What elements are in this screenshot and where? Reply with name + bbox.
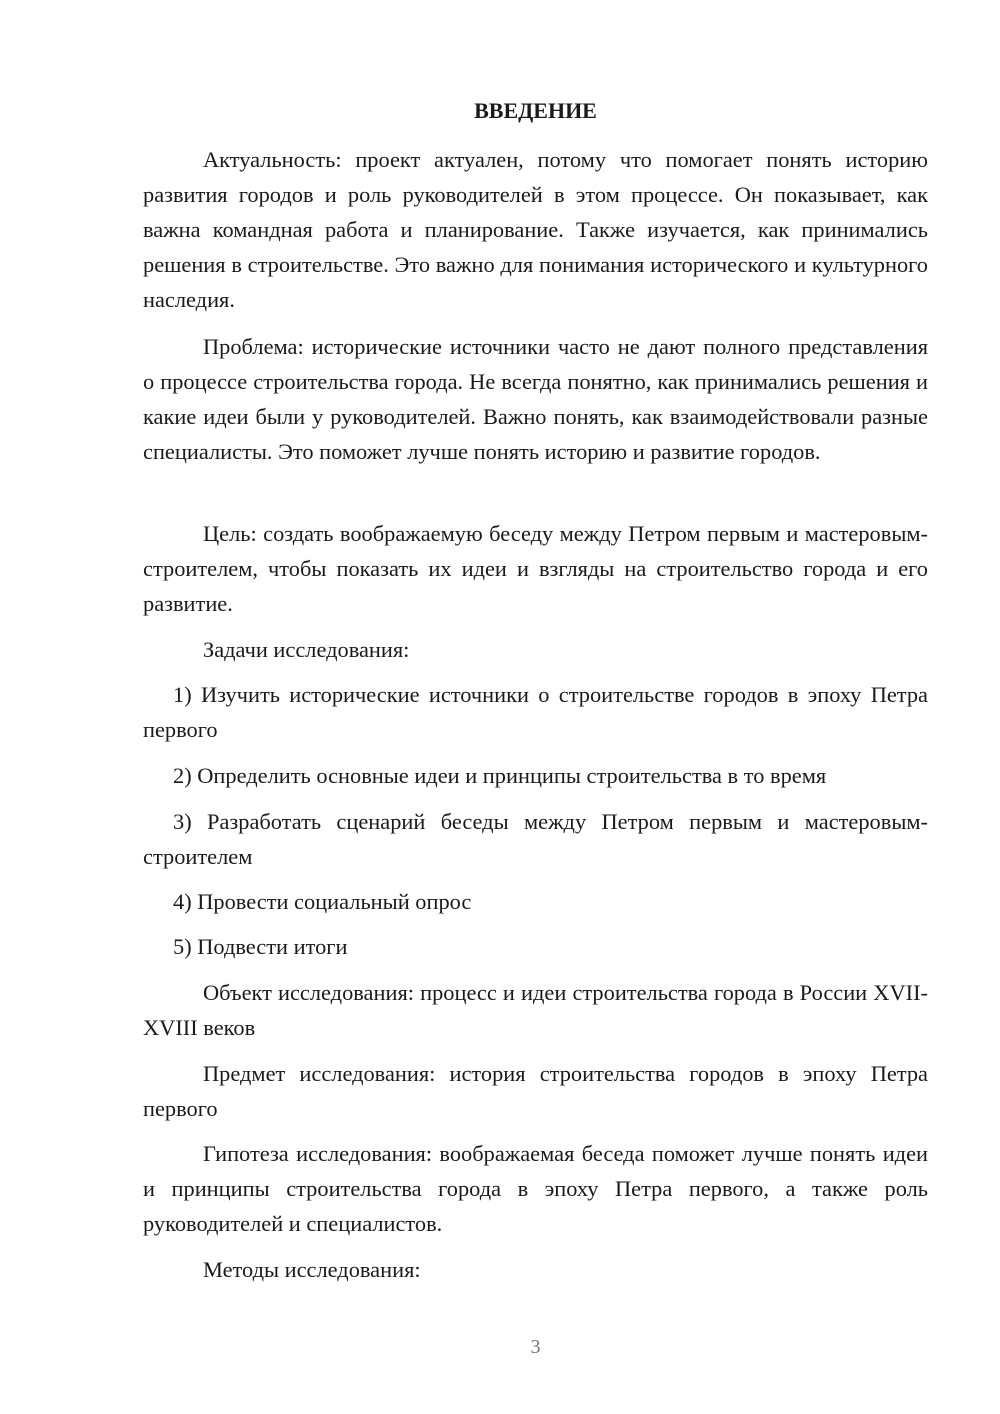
list-item-task-4: 4) Провести социальный опрос [173, 889, 472, 914]
section-heading: ВВЕДЕНИЕ [474, 98, 597, 123]
page-number: 3 [530, 1336, 541, 1358]
list-item-task-5: 5) Подвести итоги [173, 934, 348, 959]
paragraph-goal: Цель: создать воображаемую беседу между Петром первым и мастеровым-строителем, чтобы показать их идеи и взгляды на строительство города и его развитие. [143, 521, 928, 616]
paragraph-object: Объект исследования: процесс и идеи строительства города в России XVII-XVIII веков [143, 980, 928, 1040]
paragraph-methods: Методы исследования: [203, 1257, 421, 1282]
paragraph-relevance: Актуальность: проект актуален, потому что помогает понять историю развития городов и роль руководителей в этом процессе. Он показывает, как важна командная работа и планирование. Также изучается, как принимались решения в строительстве. Это важно для понимания исторического и культурного наследия. [143, 147, 928, 312]
paragraph-tasks-heading: Задачи исследования: [203, 637, 410, 662]
list-item-task-2: 2) Определить основные идеи и принципы строительства в то время [173, 763, 827, 788]
list-item-task-3: 3) Разработать сценарий беседы между Петром первым и мастеровым-строителем [143, 809, 928, 869]
paragraph-problem: Проблема: исторические источники часто не дают полного представления о процессе строительства города. Не всегда понятно, как принимались решения и какие идеи были у руководителей. Важно понять, как взаимодействовали разные специалисты. Это поможет лучше понять историю и развитие городов. [143, 334, 928, 464]
list-item-task-1: 1) Изучить исторические источники о строительстве городов в эпоху Петра первого [143, 682, 928, 742]
document-page [143, 0, 928, 1414]
paragraph-hypothesis: Гипотеза исследования: воображаемая беседа поможет лучше понять идеи и принципы строительства города в эпоху Петра первого, а также роль руководителей и специалистов. [143, 1141, 928, 1236]
paragraph-subject: Предмет исследования: история строительства городов в эпоху Петра первого [143, 1061, 928, 1121]
